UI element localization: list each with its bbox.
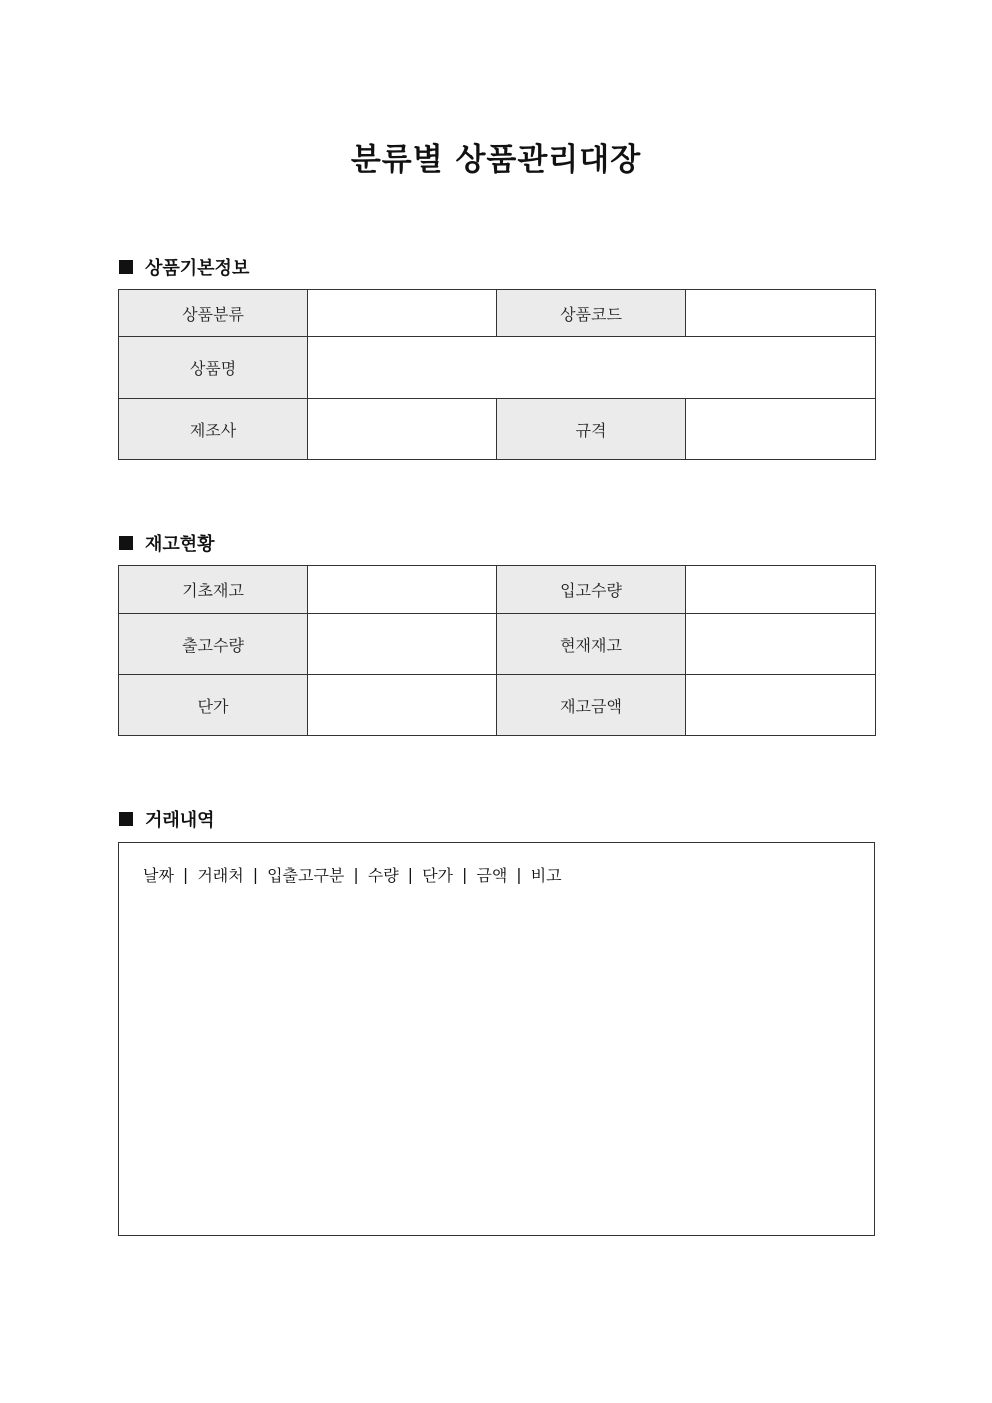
manufacturer-field[interactable] [308, 399, 497, 460]
table-row [119, 614, 876, 675]
column-unit-price: 단가 [422, 866, 453, 885]
opening-stock-field[interactable] [308, 566, 497, 614]
section-heading-label: 상품기본정보 [145, 258, 250, 279]
table-row [119, 337, 876, 399]
shipped-qty-field[interactable] [308, 614, 497, 675]
unit-price-label: 단가 [119, 675, 308, 736]
section-heading-basic-info [119, 254, 249, 280]
stock-amount-label: 재고금액 [497, 675, 686, 736]
product-name-field[interactable] [308, 337, 876, 399]
column-separator: | [461, 865, 468, 884]
section-heading-transactions [119, 806, 215, 832]
column-amount: 금액 [476, 866, 508, 885]
category-field[interactable] [308, 290, 497, 337]
code-field[interactable] [686, 290, 876, 337]
inventory-table [118, 565, 876, 736]
square-bullet-icon [119, 536, 133, 550]
section-heading-label: 재고현황 [145, 534, 215, 555]
spec-label: 규격 [497, 399, 686, 460]
table-row [119, 290, 876, 337]
unit-price-field[interactable] [308, 675, 497, 736]
column-separator: | [353, 865, 359, 884]
opening-stock-label: 기초재고 [119, 566, 308, 614]
table-row [119, 399, 876, 460]
square-bullet-icon [119, 260, 133, 274]
section-heading-label: 거래내역 [145, 810, 215, 831]
transaction-history-box[interactable] [118, 842, 875, 1236]
column-quantity: 수량 [367, 866, 399, 885]
column-separator: | [407, 865, 414, 884]
category-label: 상품분류 [119, 290, 308, 337]
column-separator: | [182, 865, 189, 884]
column-in-out-type: 입출고구분 [267, 866, 345, 885]
table-row [119, 566, 876, 614]
column-date: 날짜 [143, 866, 174, 885]
section-heading-inventory [119, 530, 215, 556]
basic-info-table [118, 289, 876, 460]
spec-field[interactable] [686, 399, 876, 460]
column-notes: 비고 [530, 866, 562, 885]
table-row [119, 675, 876, 736]
manufacturer-label: 제조사 [119, 399, 308, 460]
square-bullet-icon [119, 812, 133, 826]
received-qty-label: 입고수량 [497, 566, 686, 614]
current-stock-label: 현재재고 [497, 614, 686, 675]
current-stock-field[interactable] [686, 614, 876, 675]
shipped-qty-label: 출고수량 [119, 614, 308, 675]
column-separator: | [516, 865, 522, 884]
transaction-columns-header [143, 863, 562, 886]
column-partner: 거래처 [197, 866, 244, 885]
received-qty-field[interactable] [686, 566, 876, 614]
stock-amount-field[interactable] [686, 675, 876, 736]
page-title: 분류별 상품관리대장 [350, 142, 642, 178]
column-separator: | [252, 865, 259, 884]
product-name-label: 상품명 [119, 337, 308, 399]
code-label: 상품코드 [497, 290, 686, 337]
